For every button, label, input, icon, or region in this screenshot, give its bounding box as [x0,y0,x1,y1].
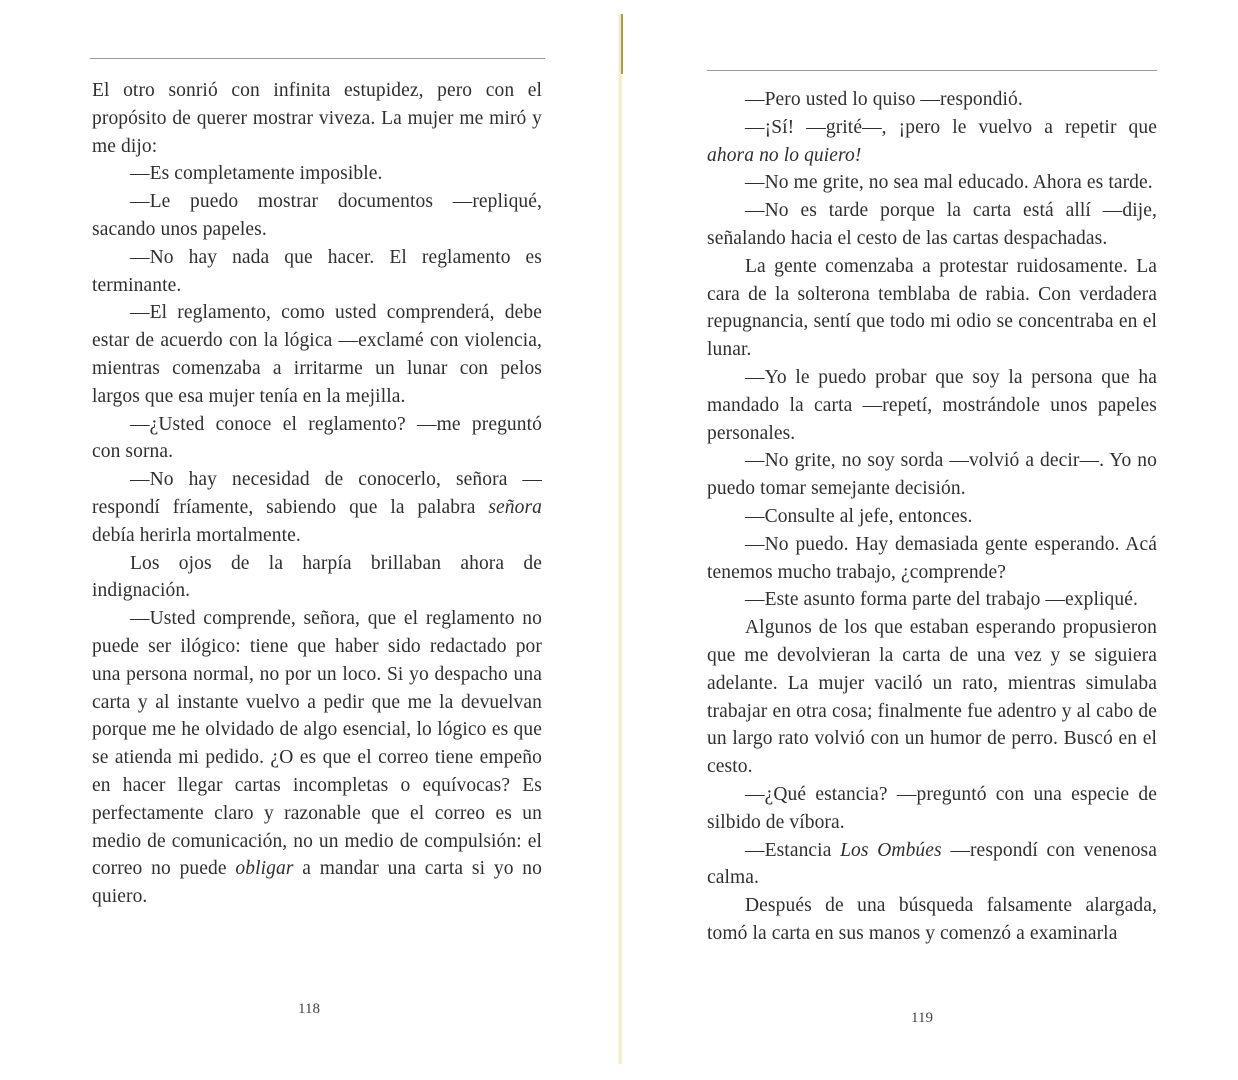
text-run: —No hay necesidad de conocerlo, señora —respondí fríamente, sabiendo que la palabra [92,469,542,518]
page-number: 118 [298,1001,320,1017]
text-run: —Pero usted lo quiso —respondió. [745,89,1023,110]
gutter-shadow [621,14,623,74]
paragraph [707,586,1157,614]
header-rule [707,70,1157,71]
left-page [0,0,615,1080]
paragraph [707,86,1157,114]
text-run: —El reglamento, como usted comprenderá, debe estar de acuerdo con la lógica —exclamé con violencia, mientras comenzaba a irritarme un lunar con pelos largos que esa mujer tenía en la mejilla. [92,302,542,407]
left-page-text [92,77,542,911]
text-run: —respondí con venenosa calma. [707,839,1158,889]
right-page-text [707,86,1157,948]
paragraph [707,503,1157,531]
text-run: —Yo le puedo probar que soy la persona que ha mandado la carta —repetí, mostrándole unos papeles personales. [707,366,1157,444]
paragraph [707,169,1157,197]
book-gutter [617,14,623,1064]
text-run: —Es completamente imposible. [130,163,383,185]
paragraph [707,531,1157,587]
paragraph [92,299,542,410]
paragraph [92,160,542,188]
paragraph [707,447,1157,503]
text-run: —Le puedo mostrar documentos —repliqué, sacando unos papeles. [92,191,542,240]
text-run: —¿Qué estancia? —preguntó con una especie de silbido de víbora. [707,783,1157,833]
text-run: Algunos de los que estaban esperando propusieron que me devolvieran la carta de una vez y se siguiera adelante. La mujer vaciló un rato, mientras simulaba trabajar en otra cosa; finalmente fue adentro y al cabo de un largo rato volvió con un humor de perro. Buscó en el cesto. [707,617,1157,778]
italic-text: obligar [235,858,294,880]
paragraph [92,466,542,549]
paragraph [92,411,542,467]
paragraph [92,605,542,911]
paragraph [707,364,1157,447]
text-run: El otro sonrió con infinita estupidez, pero con el propósito de querer mostrar viveza. La mujer me miró y me dijo: [92,80,542,157]
paragraph [707,892,1157,948]
text-run: —Usted comprende, señora, que el reglamento no puede ser ilógico: tiene que haber sido redactado por una persona normal, no por un loco. Si yo despacho una carta y al instante vuelvo a pedir que me la devuelvan porque me he olvidado de algo esencial, lo lógico es que se atienda mi pedido. ¿O es que el correo tiene empeño en hacer llegar cartas incompletas o equívocas? Es perfectamente claro y razonable que el correo es un medio de comunicación, no un medio de compulsión: el correo no puede [92,608,542,880]
italic-text: Los Ombúes [840,839,942,861]
text-run: —Este asunto forma parte del trabajo —expliqué. [745,589,1138,611]
paragraph [707,781,1157,837]
text-run: —No es tarde porque la carta está allí —dije, señalando hacia el cesto de las cartas despachadas. [707,200,1157,249]
text-run: —No puedo. Hay demasiada gente esperando. Acá tenemos mucho trabajo, ¿comprende? [707,533,1157,583]
text-run: La gente comenzaba a protestar ruidosamente. La cara de la solterona temblaba de rabia. Con verdadera repugnancia, sentí que todo mi odio se concentraba en el lunar. [707,255,1157,361]
text-run: debía herirla mortalmente. [92,524,301,546]
text-run: —No grite, no soy sorda —volvió a decir—. Yo no puedo tomar semejante decisión. [707,450,1157,500]
paragraph [92,77,542,160]
text-run: —Estancia [745,839,841,861]
text-run: —No me grite, no sea mal educado. Ahora es tarde. [745,172,1153,194]
italic-text: ahora no lo quiero! [707,144,862,166]
header-rule [90,58,545,59]
text-run: a mandar una carta si yo no quiero. [92,858,542,908]
text-run: Después de una búsqueda falsamente alargada, tomó la carta en sus manos y comenzó a examinarla [707,895,1157,944]
text-run: —Consulte al jefe, entonces. [745,505,973,527]
paragraph [707,253,1157,364]
italic-text: señora [488,496,542,518]
paragraph [707,197,1157,253]
right-page [625,0,1238,1080]
paragraph [92,244,542,300]
text-run: —¡Sí! —grité—, ¡pero le vuelvo a repetir que [745,116,1157,138]
text-run: Los ojos de la harpía brillaban ahora de indignación. [92,552,542,602]
paragraph [92,550,542,606]
paragraph [707,837,1157,893]
text-run: —¿Usted conoce el reglamento? —me preguntó con sorna. [92,413,542,463]
page-number: 119 [911,1010,933,1026]
paragraph [707,114,1157,170]
paragraph [92,188,542,244]
paragraph [707,614,1157,781]
text-run: —No hay nada que hacer. El reglamento es terminante. [92,246,542,296]
